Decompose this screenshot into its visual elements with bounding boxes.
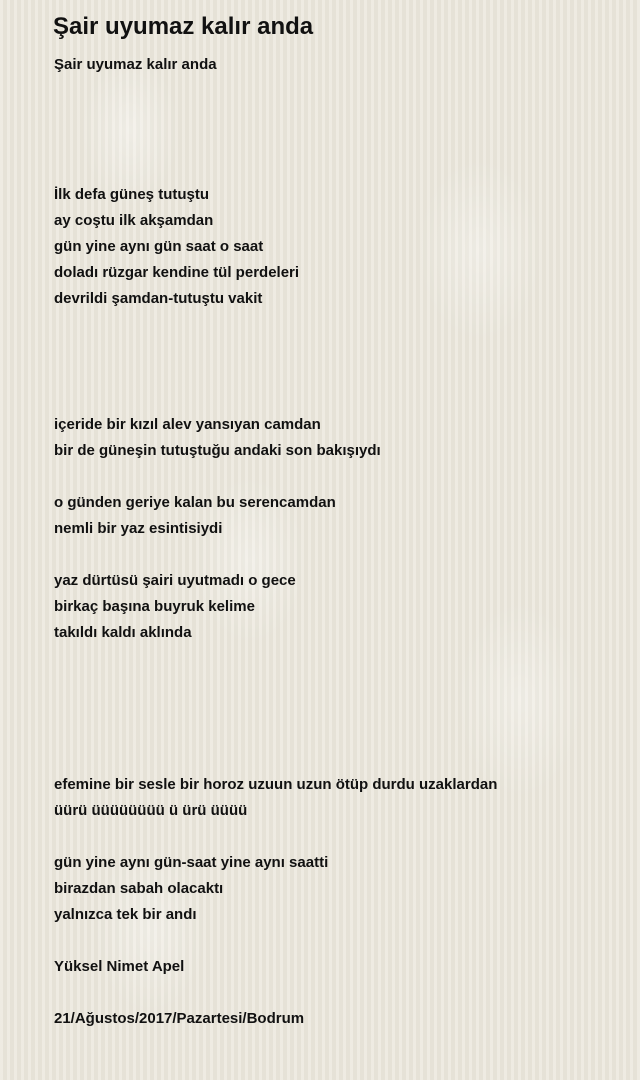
poem-line: üürü üüüüüüüü ü ürü üüüü xyxy=(54,802,248,819)
poem-line: nemli bir yaz esintisiydi xyxy=(54,520,223,537)
poem-line: devrildi şamdan-tutuştu vakit xyxy=(54,290,263,307)
poem-line: takıldı kaldı aklında xyxy=(54,624,192,641)
poem-line: birkaç başına buyruk kelime xyxy=(54,598,255,615)
poem-line: gün yine aynı gün saat o saat xyxy=(54,238,264,255)
poem-line: İlk defa güneş tutuştu xyxy=(54,186,210,203)
poem-author: Yüksel Nimet Apel xyxy=(54,958,185,975)
poem-line: yalnızca tek bir andı xyxy=(54,906,197,923)
poem-line: içeride bir kızıl alev yansıyan camdan xyxy=(54,416,321,433)
poem-line: gün yine aynı gün-saat yine aynı saatti xyxy=(54,854,329,871)
poem-line: doladı rüzgar kendine tül perdeleri xyxy=(54,264,300,281)
poem-subtitle: Şair uyumaz kalır anda xyxy=(54,56,217,73)
poem-line: birazdan sabah olacaktı xyxy=(54,880,224,897)
poem-line: yaz dürtüsü şairi uyutmadı o gece xyxy=(54,572,296,589)
poem-line: o günden geriye kalan bu serencamdan xyxy=(54,494,336,511)
poem-title: Şair uyumaz kalır anda xyxy=(53,13,314,40)
poem-line: ay coştu ilk akşamdan xyxy=(54,212,214,229)
poem-date-place: 21/Ağustos/2017/Pazartesi/Bodrum xyxy=(54,1010,305,1027)
poem-line: efemine bir sesle bir horoz uzuun uzun ötüp durdu uzaklardan xyxy=(54,776,498,793)
poem-line: bir de güneşin tutuştuğu andaki son bakışıydı xyxy=(54,442,381,459)
